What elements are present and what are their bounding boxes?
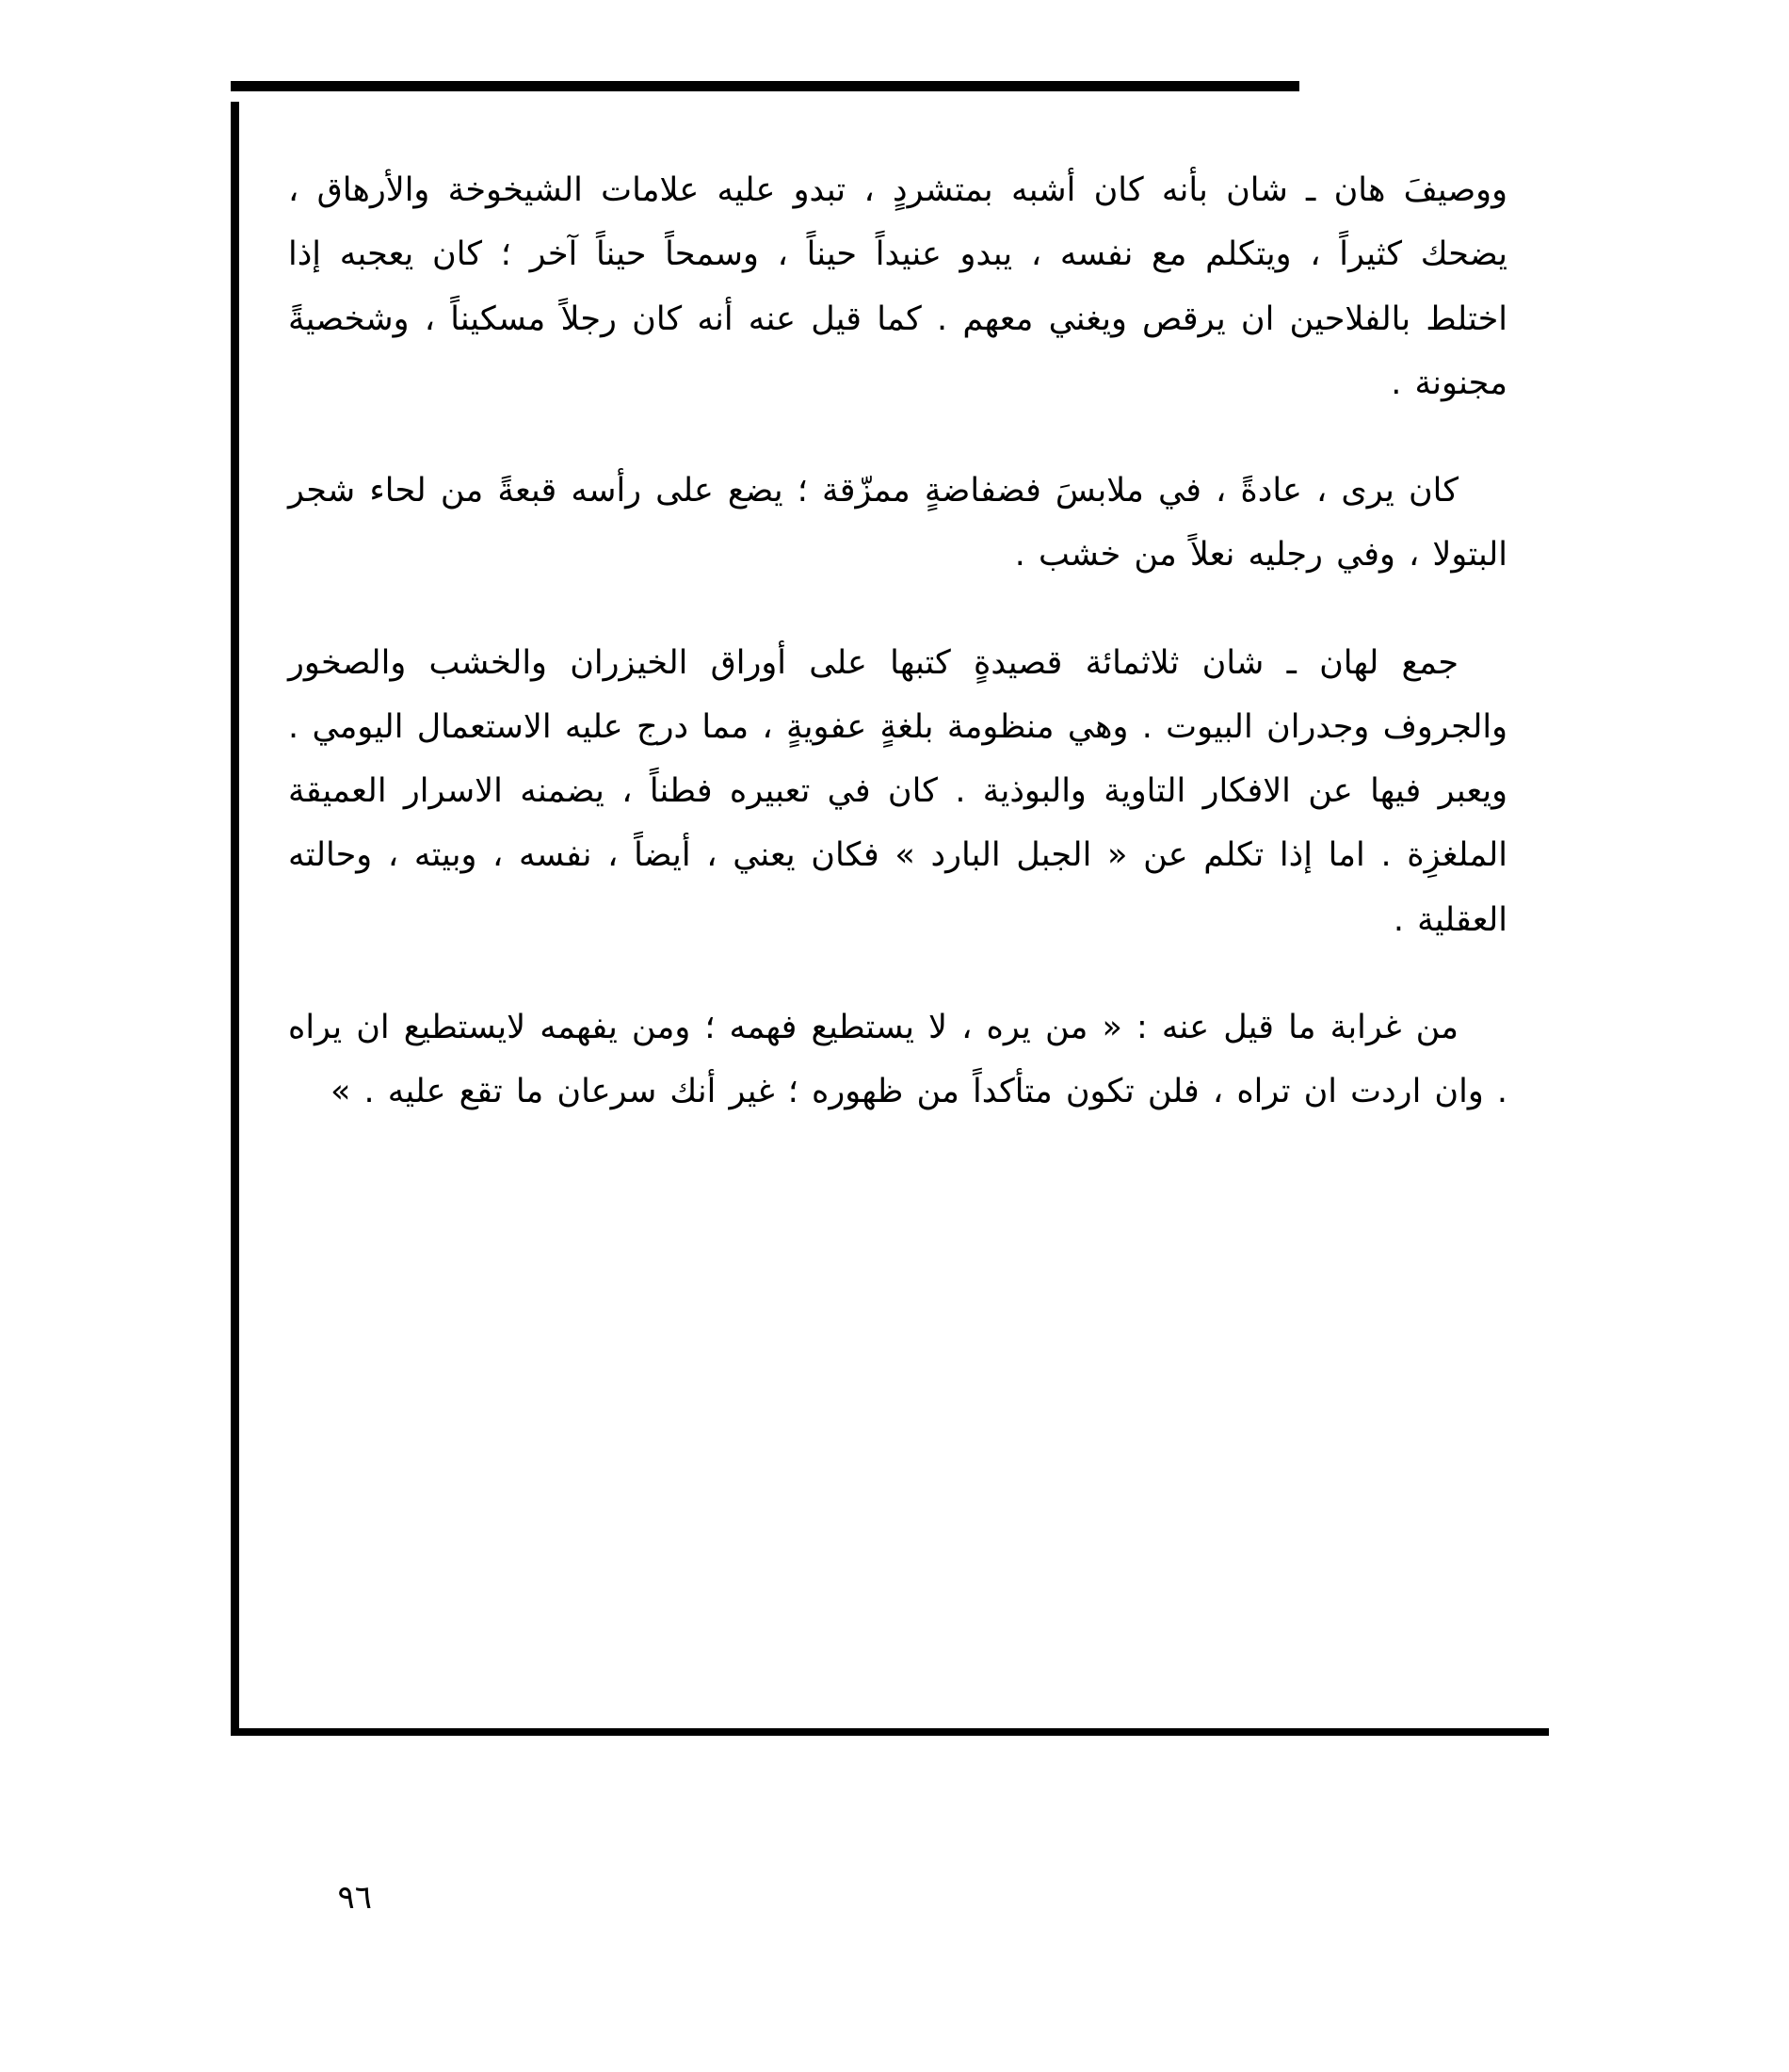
text-frame [231, 102, 1549, 1736]
paragraph-2: كان يرى ، عادةً ، في ملابسَ فضفاضةٍ ممزّقة ؛ يضع على رأسه قبعةً من لحاء شجر البتولا ، وفي رجليه نعلاً من خشب . [288, 472, 1507, 575]
paragraph-4: من غرابة ما قيل عنه : « من يره ، لا يستطيع فهمه ؛ ومن يفهمه لايستطيع ان يراه . وان اردت ان تراه ، فلن تكون متأكداً من ظهوره ؛ غير أنك سرعان ما تقع عليه . » [288, 1008, 1507, 1110]
body-text [288, 158, 1507, 1124]
paragraph-1: ووصيفَ هان ـ شان بأنه كان أشبه بمتشردٍ ، تبدو عليه علامات الشيخوخة والأرهاق ، يضحك كثيراً ، ويتكلم مع نفسه ، يبدو عنيداً حيناً ، وسمحاً حيناً آخر ؛ كان يعجبه إذا اختلط بالفلاحين ان يرقص ويغني معهم . كما قيل عنه أنه كان رجلاً مسكيناً ، وشخصيةً مجنونة . [288, 171, 1507, 402]
page-number: ٩٦ [337, 1879, 372, 1917]
paragraph-3: جمع لهان ـ شان ثلاثمائة قصيدةٍ كتبها على أوراق الخيزران والخشب والصخور والجروف وجدران البيوت . وهي منظومة بلغةٍ عفويةٍ ، مما درج عليه الاستعمال اليومي . ويعبر فيها عن الافكار التاوية والبوذية . كان في تعبيره فطناً ، يضمنه الاسرار العميقة الملغزِة . اما إذا تكلم عن « الجبل البارد » فكان يعني ، أيضاً ، نفسه ، وبيته ، وحالته العقلية . [288, 643, 1507, 939]
